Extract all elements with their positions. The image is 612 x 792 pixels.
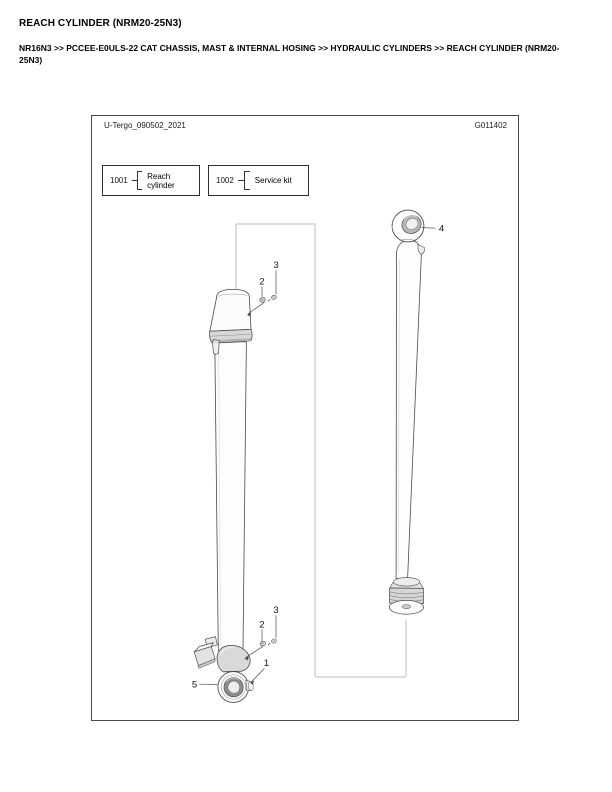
callout-3-top[interactable]: 3: [273, 260, 279, 271]
piston-rod: [396, 240, 424, 578]
callout-1[interactable]: 1: [263, 658, 270, 669]
callout-3-bottom[interactable]: 3: [273, 605, 279, 616]
piston-head: [389, 578, 423, 615]
legend-code: 1001: [110, 176, 128, 185]
drawing-figure-code: G011402: [474, 121, 507, 130]
cylinder-head-cap: [210, 289, 251, 331]
legend-label: Service kit: [254, 176, 292, 185]
legend-label: Reach cylinder: [147, 171, 175, 190]
callout-2-bottom[interactable]: 2: [259, 619, 265, 631]
bolt-top-2: [259, 297, 266, 303]
breadcrumb: NR16N3 >> PCCEE-E0ULS-22 CAT CHASSIS, MAST & INTERNAL HOSING >> HYDRAULIC CYLINDERS >> REACH CYLINDER (NRM20-25N3): [19, 43, 560, 65]
clevis-eye: [218, 672, 249, 703]
page-title: REACH CYLINDER (NRM20-25N3): [19, 18, 182, 29]
callout-4[interactable]: 4: [438, 223, 445, 235]
port-fitting: [194, 637, 217, 669]
callout-2-top[interactable]: 2: [259, 276, 265, 288]
legend-code: 1002: [216, 176, 234, 185]
rod-end-eye: [392, 210, 424, 242]
washer-top-3: [268, 295, 277, 301]
bolt-bottom-2: [259, 640, 266, 646]
parts-diagram: [91, 115, 519, 721]
drawing-doc-ref: U-Tergo_090502_2021: [104, 121, 186, 130]
callout-5[interactable]: 5: [191, 679, 198, 691]
washer-bottom-3: [268, 638, 277, 644]
barrel-clip: [213, 340, 220, 355]
reference-outline: [236, 224, 406, 677]
cylinder-barrel: [213, 340, 247, 651]
piston-center-hole: [402, 605, 410, 609]
